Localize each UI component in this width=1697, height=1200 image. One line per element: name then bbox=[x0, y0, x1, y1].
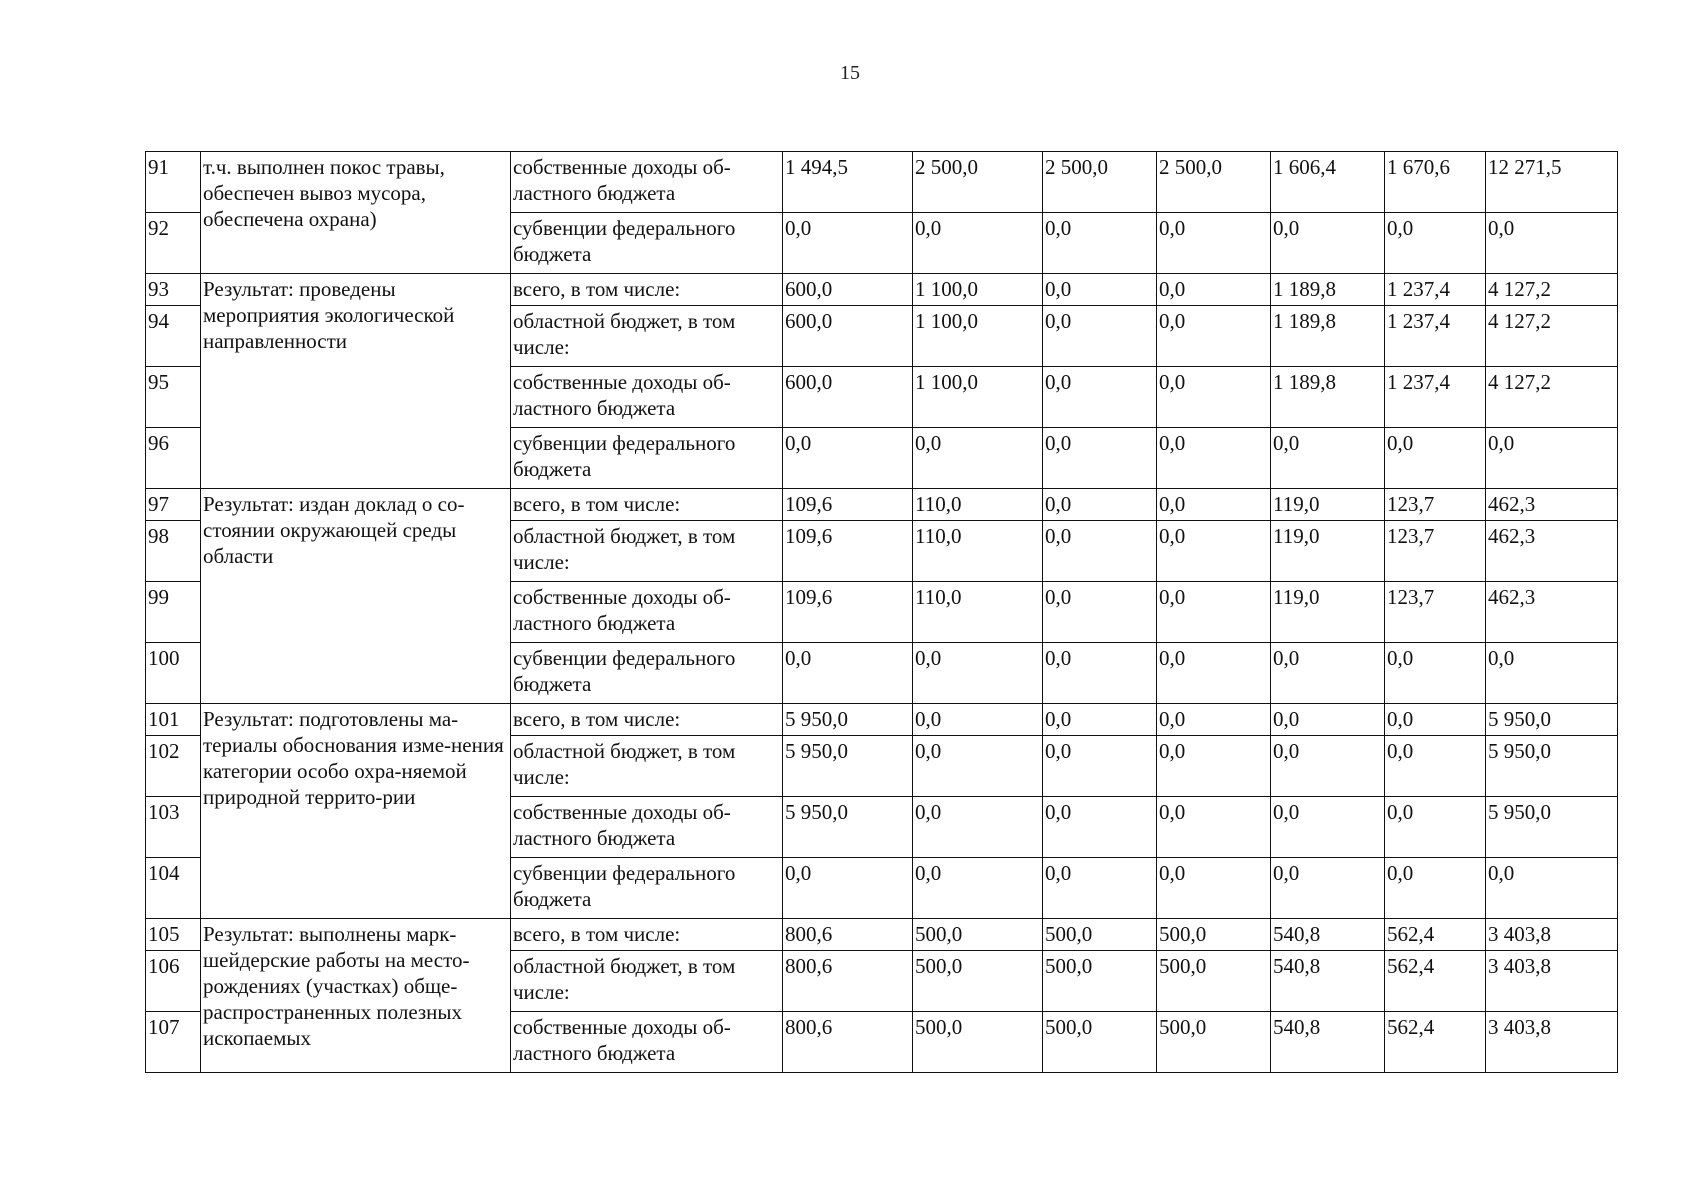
amount-value: 1 606,4 bbox=[1271, 152, 1385, 213]
amount-value: 0,0 bbox=[1385, 704, 1486, 736]
amount-value: 0,0 bbox=[1157, 521, 1271, 582]
amount-value: 123,7 bbox=[1385, 582, 1486, 643]
amount-value: 0,0 bbox=[1043, 428, 1157, 489]
row-number: 99 bbox=[146, 582, 201, 643]
funding-source: областной бюджет, в том числе: bbox=[511, 736, 783, 797]
funding-source: всего, в том числе: bbox=[511, 704, 783, 736]
amount-value: 0,0 bbox=[1157, 367, 1271, 428]
row-number: 96 bbox=[146, 428, 201, 489]
amount-value: 0,0 bbox=[1043, 489, 1157, 521]
amount-value: 540,8 bbox=[1271, 1012, 1385, 1073]
amount-value: 0,0 bbox=[1043, 858, 1157, 919]
amount-value: 0,0 bbox=[1271, 704, 1385, 736]
amount-value: 0,0 bbox=[1157, 213, 1271, 274]
amount-value: 0,0 bbox=[1043, 274, 1157, 306]
total-value: 3 403,8 bbox=[1486, 1012, 1618, 1073]
amount-value: 110,0 bbox=[913, 521, 1043, 582]
amount-value: 540,8 bbox=[1271, 919, 1385, 951]
amount-value: 0,0 bbox=[783, 428, 913, 489]
amount-value: 500,0 bbox=[1157, 1012, 1271, 1073]
total-value: 3 403,8 bbox=[1486, 951, 1618, 1012]
total-value: 4 127,2 bbox=[1486, 367, 1618, 428]
amount-value: 109,6 bbox=[783, 489, 913, 521]
amount-value: 109,6 bbox=[783, 521, 913, 582]
table-row bbox=[146, 489, 1618, 521]
row-number: 107 bbox=[146, 1012, 201, 1073]
amount-value: 0,0 bbox=[1271, 213, 1385, 274]
amount-value: 0,0 bbox=[1271, 797, 1385, 858]
page-number: 15 bbox=[840, 62, 860, 84]
total-value: 4 127,2 bbox=[1486, 306, 1618, 367]
amount-value: 0,0 bbox=[913, 797, 1043, 858]
total-value: 12 271,5 bbox=[1486, 152, 1618, 213]
funding-source: всего, в том числе: bbox=[511, 274, 783, 306]
funding-source: всего, в том числе: bbox=[511, 919, 783, 951]
amount-value: 0,0 bbox=[1385, 213, 1486, 274]
total-value: 4 127,2 bbox=[1486, 274, 1618, 306]
total-value: 0,0 bbox=[1486, 643, 1618, 704]
total-value: 0,0 bbox=[1486, 428, 1618, 489]
amount-value: 500,0 bbox=[1157, 919, 1271, 951]
amount-value: 110,0 bbox=[913, 489, 1043, 521]
funding-source: субвенции федерального бюджета bbox=[511, 213, 783, 274]
row-number: 101 bbox=[146, 704, 201, 736]
amount-value: 500,0 bbox=[913, 1012, 1043, 1073]
amount-value: 562,4 bbox=[1385, 919, 1486, 951]
amount-value: 0,0 bbox=[1157, 643, 1271, 704]
result-description: Результат: выполнены марк-шейдерские работы на место-рождениях (участках) обще-распространенных полезных ископаемых bbox=[201, 919, 511, 1073]
amount-value: 0,0 bbox=[1271, 643, 1385, 704]
amount-value: 0,0 bbox=[1271, 858, 1385, 919]
budget-table bbox=[145, 151, 1618, 1073]
amount-value: 0,0 bbox=[913, 736, 1043, 797]
amount-value: 109,6 bbox=[783, 582, 913, 643]
amount-value: 500,0 bbox=[1043, 1012, 1157, 1073]
row-number: 103 bbox=[146, 797, 201, 858]
row-number: 94 bbox=[146, 306, 201, 367]
table-body bbox=[146, 152, 1618, 1073]
total-value: 5 950,0 bbox=[1486, 797, 1618, 858]
amount-value: 119,0 bbox=[1271, 521, 1385, 582]
amount-value: 0,0 bbox=[1043, 643, 1157, 704]
amount-value: 1 189,8 bbox=[1271, 367, 1385, 428]
funding-source: областной бюджет, в том числе: bbox=[511, 951, 783, 1012]
table-row bbox=[146, 274, 1618, 306]
amount-value: 2 500,0 bbox=[913, 152, 1043, 213]
amount-value: 1 237,4 bbox=[1385, 367, 1486, 428]
amount-value: 0,0 bbox=[1043, 521, 1157, 582]
amount-value: 0,0 bbox=[783, 213, 913, 274]
funding-source: субвенции федерального бюджета bbox=[511, 858, 783, 919]
result-description: Результат: подготовлены ма-териалы обоснования изме-нения категории особо охра-няемой природной террито-рии bbox=[201, 704, 511, 919]
amount-value: 1 189,8 bbox=[1271, 306, 1385, 367]
funding-source: областной бюджет, в том числе: bbox=[511, 521, 783, 582]
amount-value: 540,8 bbox=[1271, 951, 1385, 1012]
amount-value: 2 500,0 bbox=[1043, 152, 1157, 213]
funding-source: собственные доходы об-ластного бюджета bbox=[511, 797, 783, 858]
amount-value: 0,0 bbox=[913, 858, 1043, 919]
row-number: 98 bbox=[146, 521, 201, 582]
amount-value: 0,0 bbox=[1157, 428, 1271, 489]
row-number: 95 bbox=[146, 367, 201, 428]
amount-value: 500,0 bbox=[1043, 919, 1157, 951]
total-value: 0,0 bbox=[1486, 213, 1618, 274]
row-number: 92 bbox=[146, 213, 201, 274]
result-description: т.ч. выполнен покос травы, обеспечен вывоз мусора, обеспечена охрана) bbox=[201, 152, 511, 274]
amount-value: 500,0 bbox=[1157, 951, 1271, 1012]
amount-value: 600,0 bbox=[783, 306, 913, 367]
amount-value: 0,0 bbox=[1157, 704, 1271, 736]
funding-source: собственные доходы об-ластного бюджета bbox=[511, 152, 783, 213]
row-number: 102 bbox=[146, 736, 201, 797]
amount-value: 0,0 bbox=[1157, 489, 1271, 521]
amount-value: 0,0 bbox=[1043, 736, 1157, 797]
amount-value: 0,0 bbox=[1157, 858, 1271, 919]
amount-value: 600,0 bbox=[783, 367, 913, 428]
amount-value: 500,0 bbox=[913, 919, 1043, 951]
amount-value: 0,0 bbox=[1271, 736, 1385, 797]
total-value: 5 950,0 bbox=[1486, 704, 1618, 736]
amount-value: 0,0 bbox=[913, 643, 1043, 704]
amount-value: 0,0 bbox=[913, 213, 1043, 274]
row-number: 104 bbox=[146, 858, 201, 919]
result-description: Результат: издан доклад о со-стоянии окружающей среды области bbox=[201, 489, 511, 704]
total-value: 0,0 bbox=[1486, 858, 1618, 919]
amount-value: 0,0 bbox=[1157, 797, 1271, 858]
amount-value: 500,0 bbox=[913, 951, 1043, 1012]
table-row bbox=[146, 919, 1618, 951]
amount-value: 0,0 bbox=[913, 428, 1043, 489]
amount-value: 0,0 bbox=[1271, 428, 1385, 489]
amount-value: 5 950,0 bbox=[783, 736, 913, 797]
row-number: 91 bbox=[146, 152, 201, 213]
funding-source: всего, в том числе: bbox=[511, 489, 783, 521]
amount-value: 0,0 bbox=[1385, 858, 1486, 919]
amount-value: 5 950,0 bbox=[783, 704, 913, 736]
row-number: 105 bbox=[146, 919, 201, 951]
amount-value: 119,0 bbox=[1271, 582, 1385, 643]
total-value: 3 403,8 bbox=[1486, 919, 1618, 951]
amount-value: 123,7 bbox=[1385, 521, 1486, 582]
amount-value: 0,0 bbox=[1043, 367, 1157, 428]
amount-value: 0,0 bbox=[1157, 582, 1271, 643]
table-row bbox=[146, 704, 1618, 736]
amount-value: 0,0 bbox=[1043, 306, 1157, 367]
amount-value: 1 494,5 bbox=[783, 152, 913, 213]
row-number: 100 bbox=[146, 643, 201, 704]
amount-value: 1 670,6 bbox=[1385, 152, 1486, 213]
amount-value: 0,0 bbox=[1385, 428, 1486, 489]
amount-value: 800,6 bbox=[783, 951, 913, 1012]
row-number: 93 bbox=[146, 274, 201, 306]
funding-source: собственные доходы об-ластного бюджета bbox=[511, 1012, 783, 1073]
amount-value: 0,0 bbox=[1157, 274, 1271, 306]
amount-value: 600,0 bbox=[783, 274, 913, 306]
amount-value: 119,0 bbox=[1271, 489, 1385, 521]
amount-value: 562,4 bbox=[1385, 1012, 1486, 1073]
amount-value: 0,0 bbox=[1043, 797, 1157, 858]
funding-source: собственные доходы об-ластного бюджета bbox=[511, 582, 783, 643]
amount-value: 2 500,0 bbox=[1157, 152, 1271, 213]
row-number: 106 bbox=[146, 951, 201, 1012]
amount-value: 0,0 bbox=[1385, 797, 1486, 858]
amount-value: 562,4 bbox=[1385, 951, 1486, 1012]
amount-value: 0,0 bbox=[1385, 736, 1486, 797]
funding-source: субвенции федерального бюджета bbox=[511, 428, 783, 489]
amount-value: 1 189,8 bbox=[1271, 274, 1385, 306]
amount-value: 0,0 bbox=[1157, 736, 1271, 797]
total-value: 5 950,0 bbox=[1486, 736, 1618, 797]
amount-value: 800,6 bbox=[783, 919, 913, 951]
amount-value: 0,0 bbox=[1157, 306, 1271, 367]
amount-value: 0,0 bbox=[783, 858, 913, 919]
amount-value: 500,0 bbox=[1043, 951, 1157, 1012]
funding-source: областной бюджет, в том числе: bbox=[511, 306, 783, 367]
amount-value: 123,7 bbox=[1385, 489, 1486, 521]
amount-value: 800,6 bbox=[783, 1012, 913, 1073]
amount-value: 0,0 bbox=[1043, 704, 1157, 736]
total-value: 462,3 bbox=[1486, 582, 1618, 643]
amount-value: 1 237,4 bbox=[1385, 306, 1486, 367]
total-value: 462,3 bbox=[1486, 521, 1618, 582]
funding-source: субвенции федерального бюджета bbox=[511, 643, 783, 704]
amount-value: 110,0 bbox=[913, 582, 1043, 643]
amount-value: 0,0 bbox=[1385, 643, 1486, 704]
result-description: Результат: проведены мероприятия экологической направленности bbox=[201, 274, 511, 489]
table-row bbox=[146, 152, 1618, 213]
row-number: 97 bbox=[146, 489, 201, 521]
amount-value: 0,0 bbox=[913, 704, 1043, 736]
amount-value: 5 950,0 bbox=[783, 797, 913, 858]
amount-value: 0,0 bbox=[1043, 582, 1157, 643]
amount-value: 1 100,0 bbox=[913, 274, 1043, 306]
amount-value: 1 237,4 bbox=[1385, 274, 1486, 306]
amount-value: 1 100,0 bbox=[913, 367, 1043, 428]
amount-value: 1 100,0 bbox=[913, 306, 1043, 367]
total-value: 462,3 bbox=[1486, 489, 1618, 521]
funding-source: собственные доходы об-ластного бюджета bbox=[511, 367, 783, 428]
amount-value: 0,0 bbox=[783, 643, 913, 704]
amount-value: 0,0 bbox=[1043, 213, 1157, 274]
